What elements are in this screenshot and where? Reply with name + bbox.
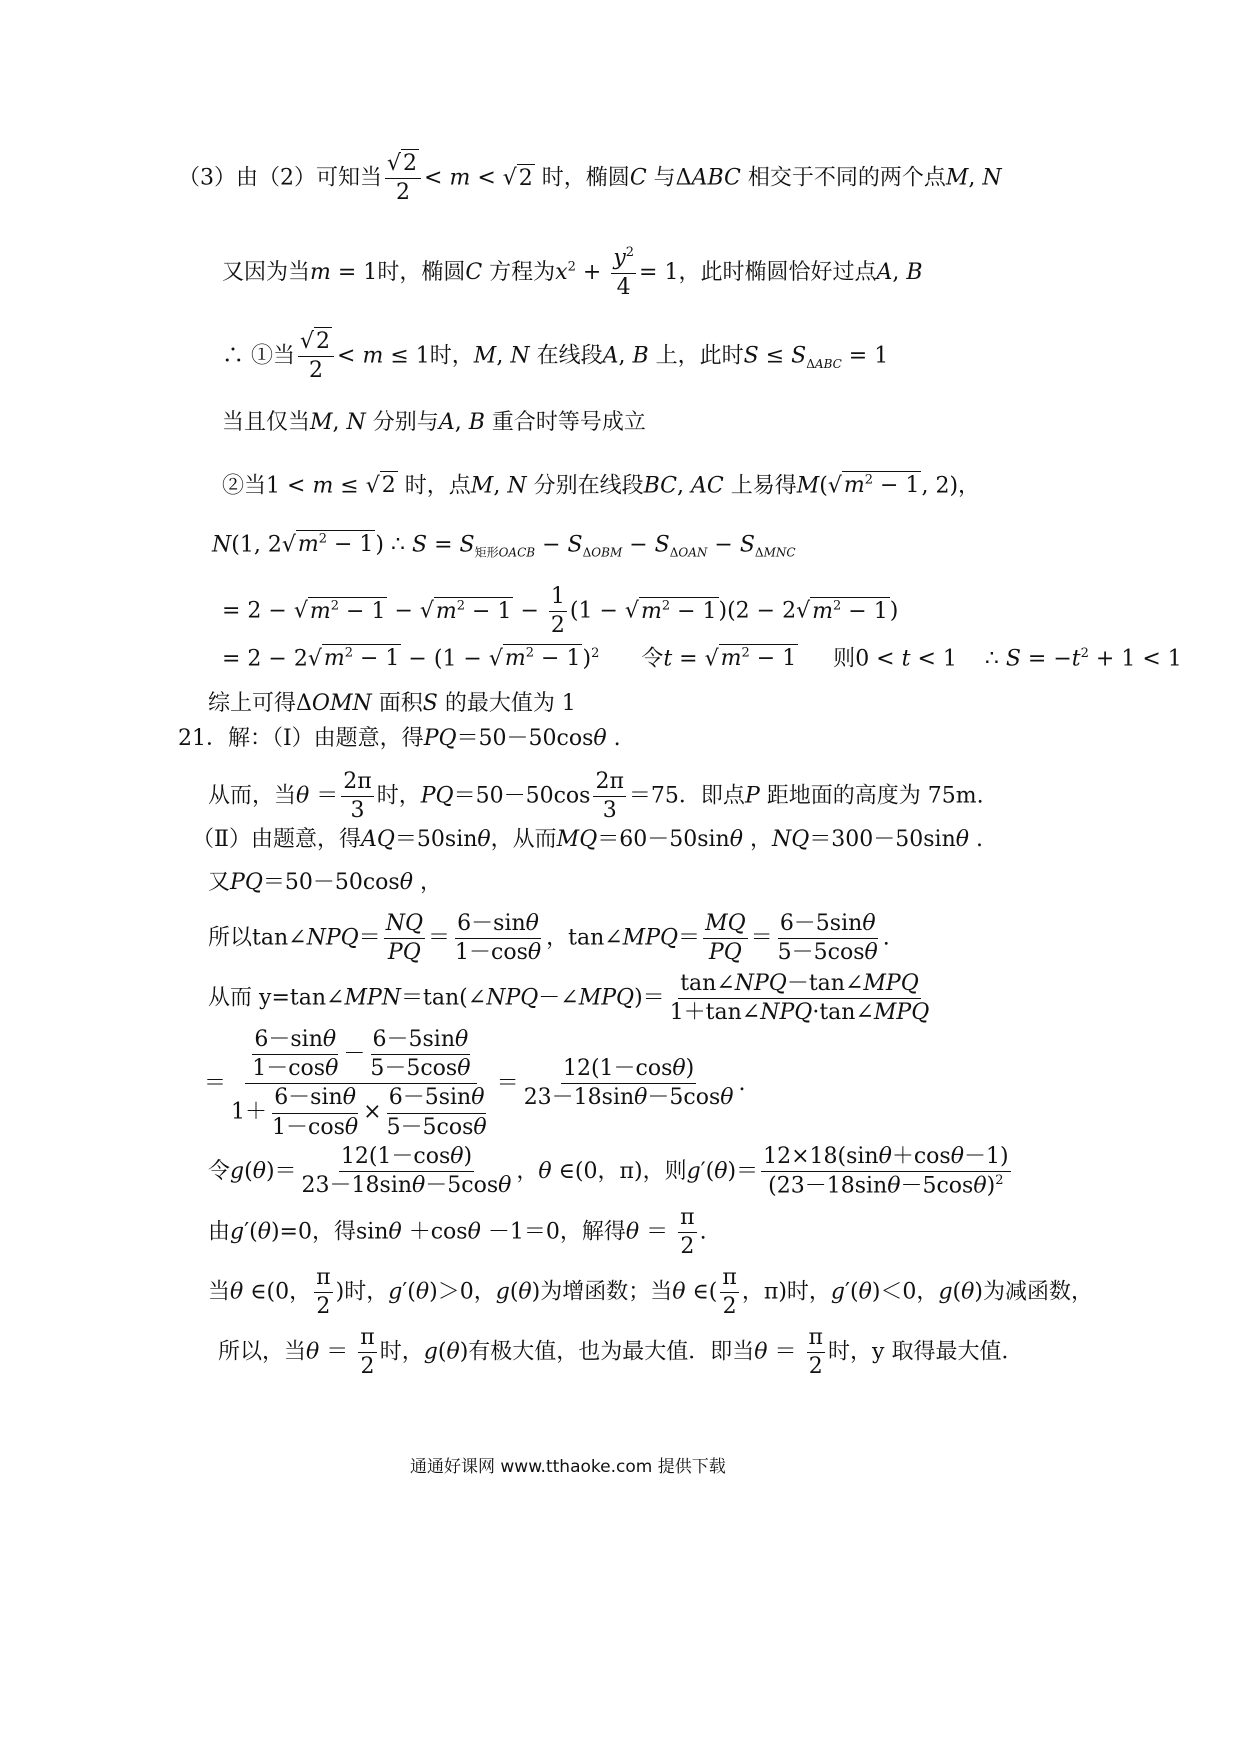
line-20: 当θ ∈(0， $\frac{\pi}{2}$ )时，g′(θ)＞0，g(θ)为增函数；当θ ∈( $\frac{\pi}{2}$ ，π)时，g′(θ)＜0，g(θ)为减函数， <box>208 1265 1093 1320</box>
line-15: 所以tan∠NPQ＝ $\frac{NQ}{PQ}$ ＝ $\frac{6-\sin\theta}{1-\cos\theta}$ ，tan∠MPQ＝ $\frac{MQ}{PQ}$ ＝ $\frac{6-5\sin\theta}{5-5\cos\theta}$ . <box>208 911 890 966</box>
line-21: 所以，当θ ＝ $\frac{\pi}{2}$ 时，g(θ)有极大值，也为最大值．即当θ ＝ $\frac{\pi}{2}$ 时，y 取得最大值． <box>218 1325 1024 1380</box>
line-17: ＝ $\frac{6-\sin\theta}{1-\cos\theta}$ － $\frac{6-5\sin\theta}{5-5\cos\theta}$ 1＋ $\frac{6-\sin\theta}{1-\cos\theta}$ × $\frac{6-5\sin\theta}{5-5\cos\theta}$ ＝ $\frac{12(1-\cos\theta)}{23-18\sin\theta-5\cos\theta}$ . <box>204 1027 746 1140</box>
line-16: 从而 y=tan∠MPN＝tan(∠NPQ－∠MPQ)＝ $\frac{\text{tan∠NPQ－tan∠MPQ}}{\text{1＋tan∠NPQ·tan∠MPQ}}$ <box>208 971 930 1026</box>
question-21: 21．解：（Ⅰ）由题意，得PQ＝50－50cosθ . <box>178 726 621 751</box>
line-12: 从而，当θ ＝ $\frac{2\pi}{3}$ 时，PQ＝50－50cos $\frac{2\pi}{3}$ ＝75．即点P 距地面的高度为 75m. <box>208 769 984 824</box>
line-8: = $2 - 2√m^2 - 1 - (1 - √m^2 - 1)^2$ 令$t = √m^2 - 1$ 则0 < t < 1 ∴ $S = -t^2 + 1 < 1$ <box>222 646 1182 672</box>
line-6: N(1, $2√m^2 - 1$) ∴ $S = S_{矩形OACB} - S_{\Delta OBM} - S_{\Delta OAN} - S_{\Delta MNC}$ <box>212 532 796 560</box>
page-footer: 通通好课网 www.tthaoke.com 提供下载 <box>410 1457 726 1477</box>
line-5: ②当1 < m ≤ √2 时，点M, N 分别在线段BC, AC 上易得$M(√m^2 - 1$, 2)， <box>222 473 981 499</box>
line-2: 又因为当m = 1时，椭圆C 方程为$x^2$ + $\frac{y^2}{4}$ = 1，此时椭圆恰好过点A, B <box>222 245 923 300</box>
line-9: 综上可得ΔOMN 面积S 的最大值为 1 <box>208 691 576 716</box>
line-1: （3）由（2）可知当 $\frac{√2}{2}$ < m < √2 时，椭圆C 与ΔABC 相交于不同的两个点M, N <box>178 151 1002 206</box>
line-3: ∴ ①当 $\frac{√2}{2}$ < m ≤ 1时，M, N 在线段A, B 上，此时$S \le S_{\Delta ABC} = 1$ <box>222 329 889 384</box>
line-13: （Ⅱ）由题意，得AQ＝50sinθ，从而MQ＝60－50sinθ ，NQ＝300－50sinθ . <box>192 827 983 852</box>
line-7: = $2 - √m^2 - 1 - √m^2 - 1$ − $\frac{1}{2}$ $(1 - √m^2 - 1)(2 - 2√m^2 - 1)$ <box>222 584 899 639</box>
line-14: 又PQ＝50－50cosθ ， <box>208 870 442 895</box>
line-18: 令g(θ)＝ $\frac{12(1-\cos\theta)}{23-18\sin\theta-5\cos\theta}$ ，θ ∈(0，π)，则g′(θ)＝ $\frac{12\times 18(\sin\theta+\cos\theta-1)}{(23-18\sin\theta-5\cos\theta)^2}$ <box>208 1144 1009 1199</box>
line-19: 由g′(θ)=0，得sinθ ＋cosθ －1＝0，解得θ ＝ $\frac{\pi}{2}$ . <box>208 1205 707 1260</box>
line-4: 当且仅当M, N 分别与A, B 重合时等号成立 <box>222 410 646 435</box>
